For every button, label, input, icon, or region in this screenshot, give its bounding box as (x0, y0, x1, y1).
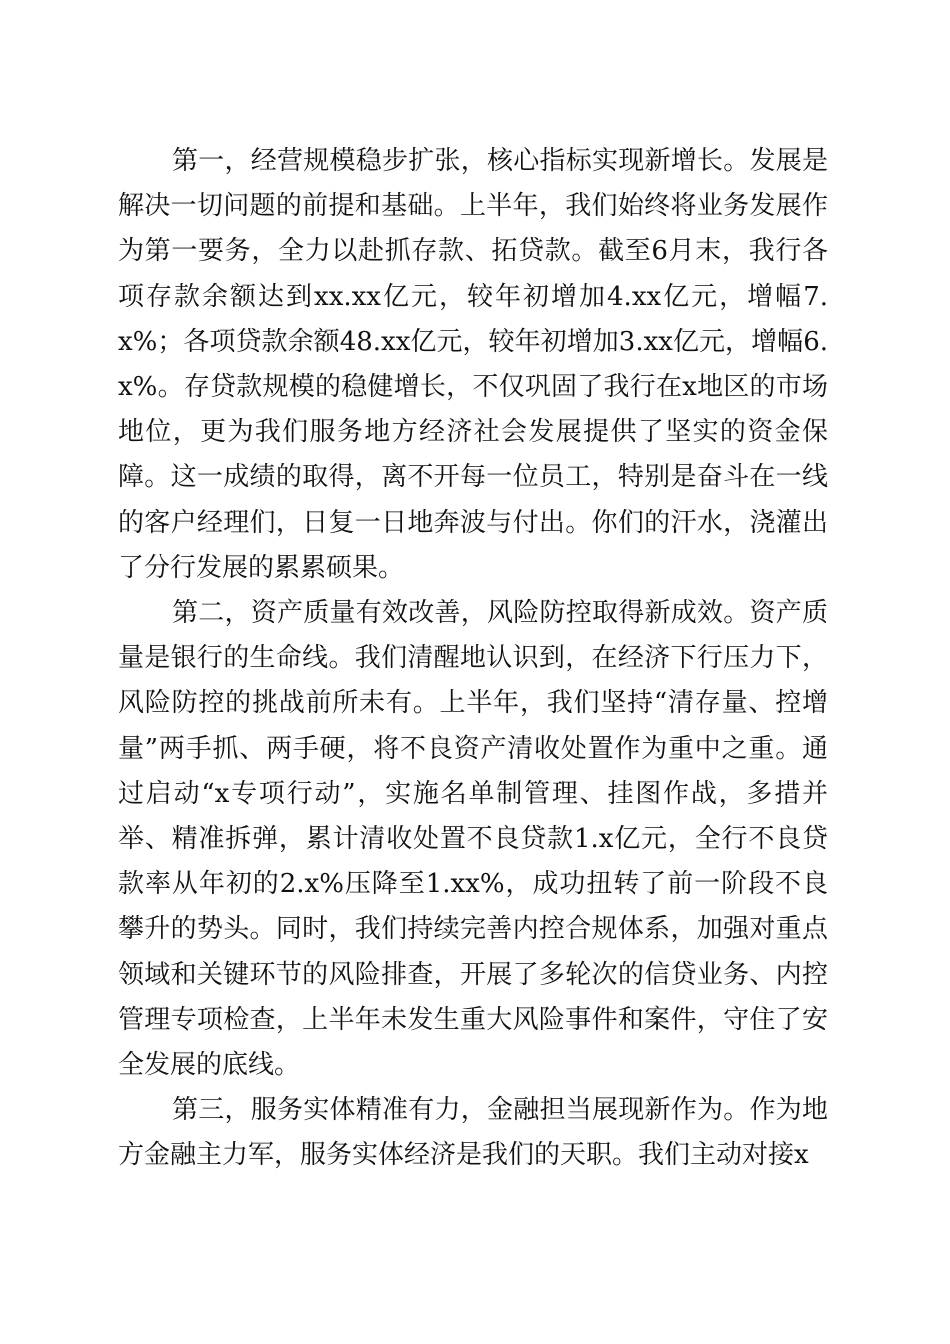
paragraph-3: 第三，服务实体精准有力，金融担当展现新作为。作为地方金融主力军，服务实体经济是我们的天职。我们主动对接x (118, 1095, 828, 1171)
document-body (118, 139, 828, 1179)
paragraph-2: 第二，资产质量有效改善，风险防控取得新成效。资产质量是银行的生命线。我们清醒地认识到，在经济下行压力下，风险防控的挑战前所未有。上半年，我们坚持“清存量、控增量”两手抓、两手硬，将不良资产清收处置作为重中之重。通过启动“x专项行动”，实施名单制管理、挂图作战，多措并举、精准拆弹，累计清收处置不良贷款1.x亿元，全行不良贷款率从年初的2.x%压降至1.xx%，成功扭转了前一阶段不良攀升的势头。同时，我们持续完善内控合规体系，加强对重点领域和关键环节的风险排查，开展了多轮次的信贷业务、内控管理专项检查，上半年未发生重大风险事件和案件，守住了安全发展的底线。 (118, 598, 828, 1081)
paragraph-1: 第一，经营规模稳步扩张，核心指标实现新增长。发展是解决一切问题的前提和基础。上半年，我们始终将业务发展作为第一要务，全力以赴抓存款、拓贷款。截至6月末，我行各项存款余额达到xx.xx亿元，较年初增加4.xx亿元，增幅7.x%；各项贷款余额48.xx亿元，较年初增加3.xx亿元，增幅6.x%。存贷款规模的稳健增长，不仅巩固了我行在x地区的市场地位，更为我们服务地方经济社会发展提供了坚实的资金保障。这一成绩的取得，离不开每一位员工，特别是奋斗在一线的客户经理们，日复一日地奔波与付出。你们的汗水，浇灌出了分行发展的累累硕果。 (118, 146, 828, 583)
